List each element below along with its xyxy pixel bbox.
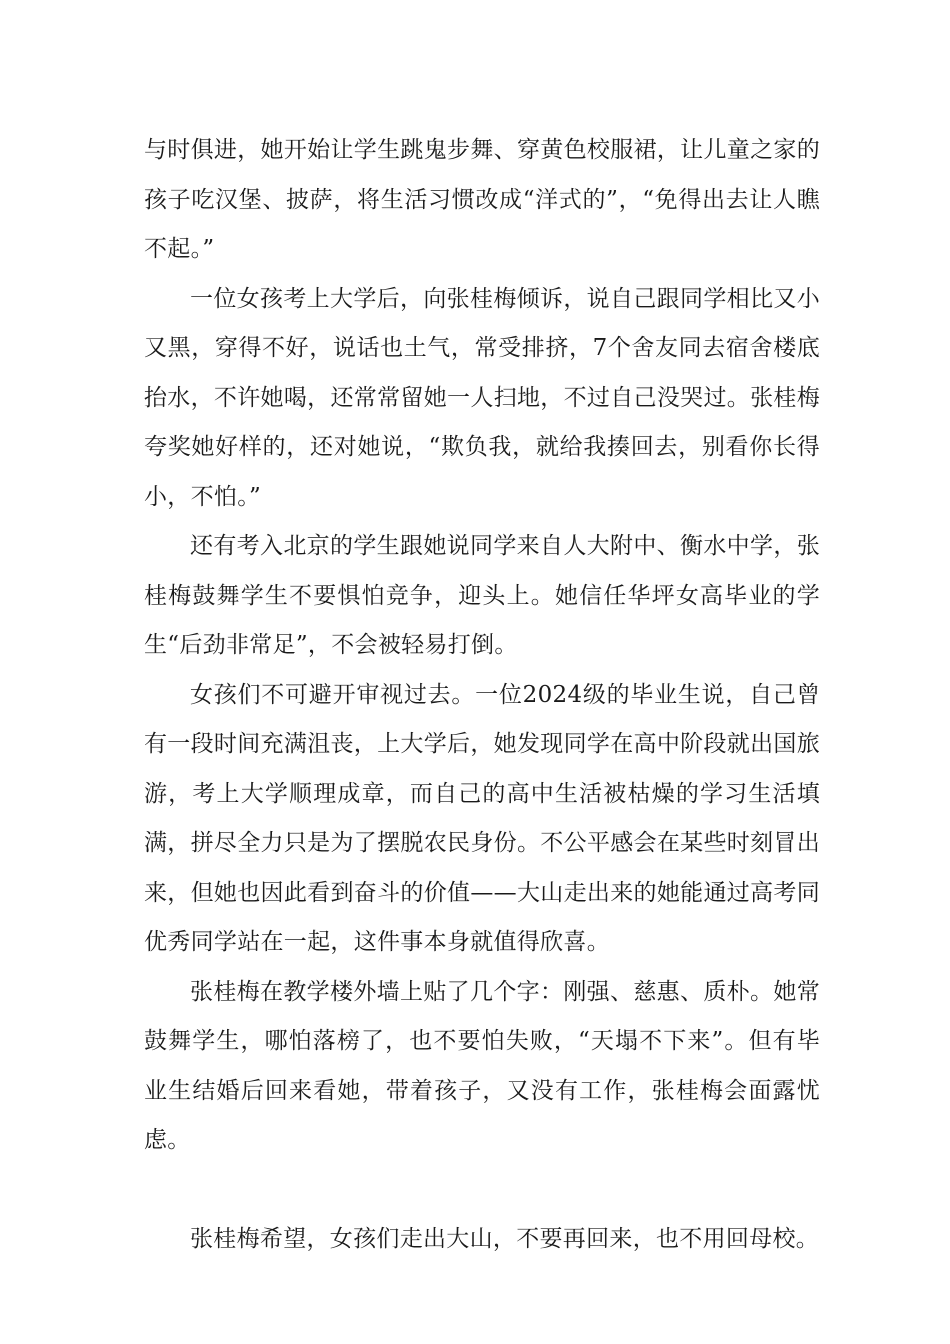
paragraph-5: 张桂梅在教学楼外墙上贴了几个字：刚强、慈惠、质朴。她常鼓舞学生，哪怕落榜了，也不要怕失败，“天塌不下来”。但有毕业生结婚后回来看她，带着孩子，又没有工作，张桂梅会面露忧虑。 xyxy=(144,978,820,1153)
document-body xyxy=(144,126,820,1265)
paragraph-1: 与时俱进，她开始让学生跳鬼步舞、穿黄色校服裙，让儿童之家的孩子吃汉堡、披萨，将生活习惯改成“洋式的”，“免得出去让人瞧不起。” xyxy=(144,137,820,262)
paragraph-4: 女孩们不可避开审视过去。一位2024级的毕业生说，自己曾有一段时间充满沮丧，上大学后，她发现同学在高中阶段就出国旅游，考上大学顺理成章，而自己的高中生活被枯燥的学习生活填满，拼尽全力只是为了摆脱农民身份。不公平感会在某些时刻冒出来，但她也因此看到奋斗的价值——大山走出来的她能通过高考同优秀同学站在一起，这件事本身就值得欣喜。 xyxy=(144,681,820,955)
paragraph-spacer xyxy=(144,1166,820,1216)
paragraph-6: 张桂梅希望，女孩们走出大山，不要再回来，也不用回母校。 xyxy=(190,1226,820,1252)
paragraph-2: 一位女孩考上大学后，向张桂梅倾诉，说自己跟同学相比又小又黑，穿得不好，说话也土气，常受排挤，7个舍友同去宿舍楼底抬水，不许她喝，还常常留她一人扫地，不过自己没哭过。张桂梅夸奖她好样的，还对她说，“欺负我，就给我揍回去，别看你长得小，不怕。” xyxy=(144,285,820,510)
paragraph-3: 还有考入北京的学生跟她说同学来自人大附中、衡水中学，张桂梅鼓舞学生不要惧怕竞争，迎头上。她信任华坪女高毕业的学生“后劲非常足”，不会被轻易打倒。 xyxy=(144,533,820,658)
